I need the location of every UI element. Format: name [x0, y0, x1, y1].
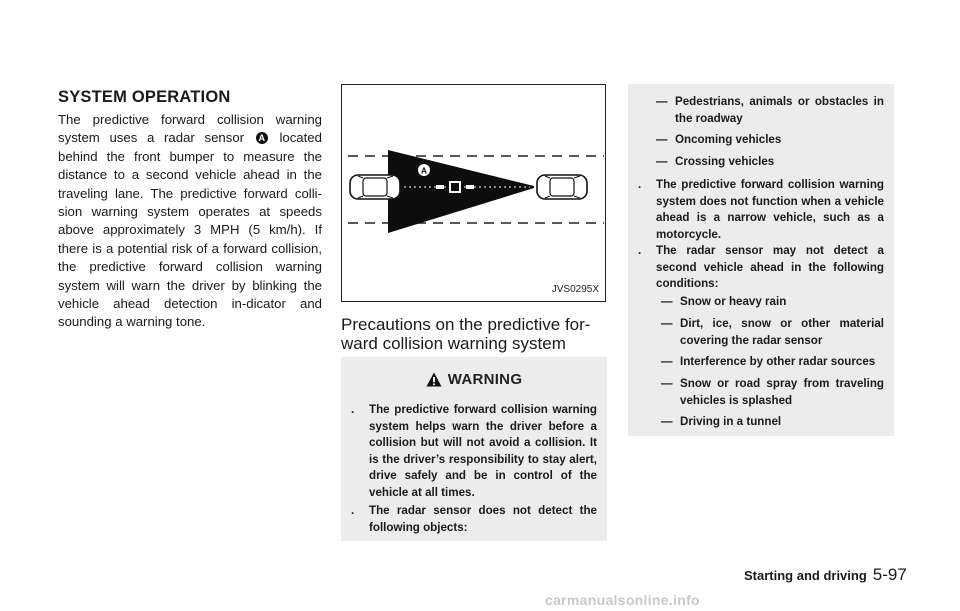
object-text: Pedestrians, animals or obstacles in the roadway [675, 95, 884, 125]
warning-bullet [351, 503, 597, 536]
beam-marker: A [420, 165, 428, 176]
object-item [656, 132, 884, 149]
dash-mark: — [656, 133, 668, 146]
warning-bullet [351, 402, 597, 502]
warning-header [341, 371, 607, 388]
radar-illustration [341, 84, 606, 302]
dash-mark: — [661, 415, 673, 428]
condition-text: Dirt, ice, snow or other material covering the radar sensor [680, 317, 884, 347]
object-item [656, 94, 884, 127]
bullet-text: The predictive forward collision warning system does not function when a vehicle ahead is a narrow vehicle, such as a motorcycle. [656, 178, 884, 241]
bullet-text: The radar sensor does not detect the following objects: [369, 504, 597, 534]
condition-item [661, 376, 884, 409]
figure-label: JVS0295X [551, 284, 599, 295]
page-number: 5-97 [872, 565, 907, 584]
dash-mark: — [661, 377, 673, 390]
dash-mark: — [656, 155, 668, 168]
condition-item [661, 354, 884, 371]
dash-mark: — [656, 95, 668, 108]
dash-mark: — [661, 355, 673, 368]
warning-title: WARNING [447, 371, 523, 388]
object-text: Crossing vehicles [675, 155, 775, 168]
bullet-dot: . [638, 178, 642, 191]
paragraph-text-end: located behind the front bumper to measure the distance to a second vehicle ahead in the traveling lane. The predictive forward colli-sion warning system operates at speeds above approximately 3 MPH (5 km/h). If there is a potential risk of a forward collision, the predictive forward collision warning system will warn the driver by blinking the vehicle ahead detection in-dicator and sounding a warning tone. [58, 130, 322, 330]
precautions-heading [341, 315, 607, 353]
condition-text: Snow or road spray from traveling vehicles is splashed [680, 377, 884, 407]
condition-item [661, 294, 884, 311]
bullet-dot: . [638, 244, 642, 257]
section-title: SYSTEM OPERATION [58, 88, 231, 106]
dash-mark: — [661, 295, 673, 308]
condition-item [661, 316, 884, 349]
condition-text: Snow or heavy rain [680, 295, 787, 308]
warning-bullet [638, 177, 884, 243]
condition-text: Interference by other radar sources [680, 355, 876, 368]
footer-section: Starting and driving [744, 568, 867, 583]
radar-diagram [342, 85, 605, 301]
warning-bullet [638, 243, 884, 293]
heading-line-2: ward collision warning system [341, 334, 566, 353]
bullet-text: The predictive forward collision warning system helps warn the driver before a collision but will not avoid a collision. It is the driver’s responsibility to stay alert, drive safely and be in control of the vehicle at all times. [369, 403, 597, 499]
own-vehicle [350, 175, 400, 199]
page-footer [744, 565, 907, 585]
watermark: carmanualsonline.info [545, 592, 700, 608]
warning-box [341, 357, 607, 541]
bullet-text: The radar sensor may not detect a second vehicle ahead in the following conditions: [656, 244, 884, 291]
paragraph-text-start: The predictive forward collision warning system uses a radar sensor [58, 112, 322, 146]
dash-mark: — [661, 317, 673, 330]
heading-line-1: Precautions on the predictive for- [341, 315, 591, 334]
system-operation-paragraph [58, 111, 322, 332]
condition-item [661, 414, 884, 431]
bullet-dot: . [351, 403, 355, 416]
condition-text: Driving in a tunnel [680, 415, 782, 428]
vehicle-ahead [537, 175, 587, 199]
warning-triangle-icon [426, 372, 442, 387]
object-text: Oncoming vehicles [675, 133, 782, 146]
sensor-marker: A [256, 132, 268, 144]
warning-continued-box [628, 84, 894, 436]
bullet-dot: . [351, 504, 355, 517]
object-item [656, 154, 884, 171]
